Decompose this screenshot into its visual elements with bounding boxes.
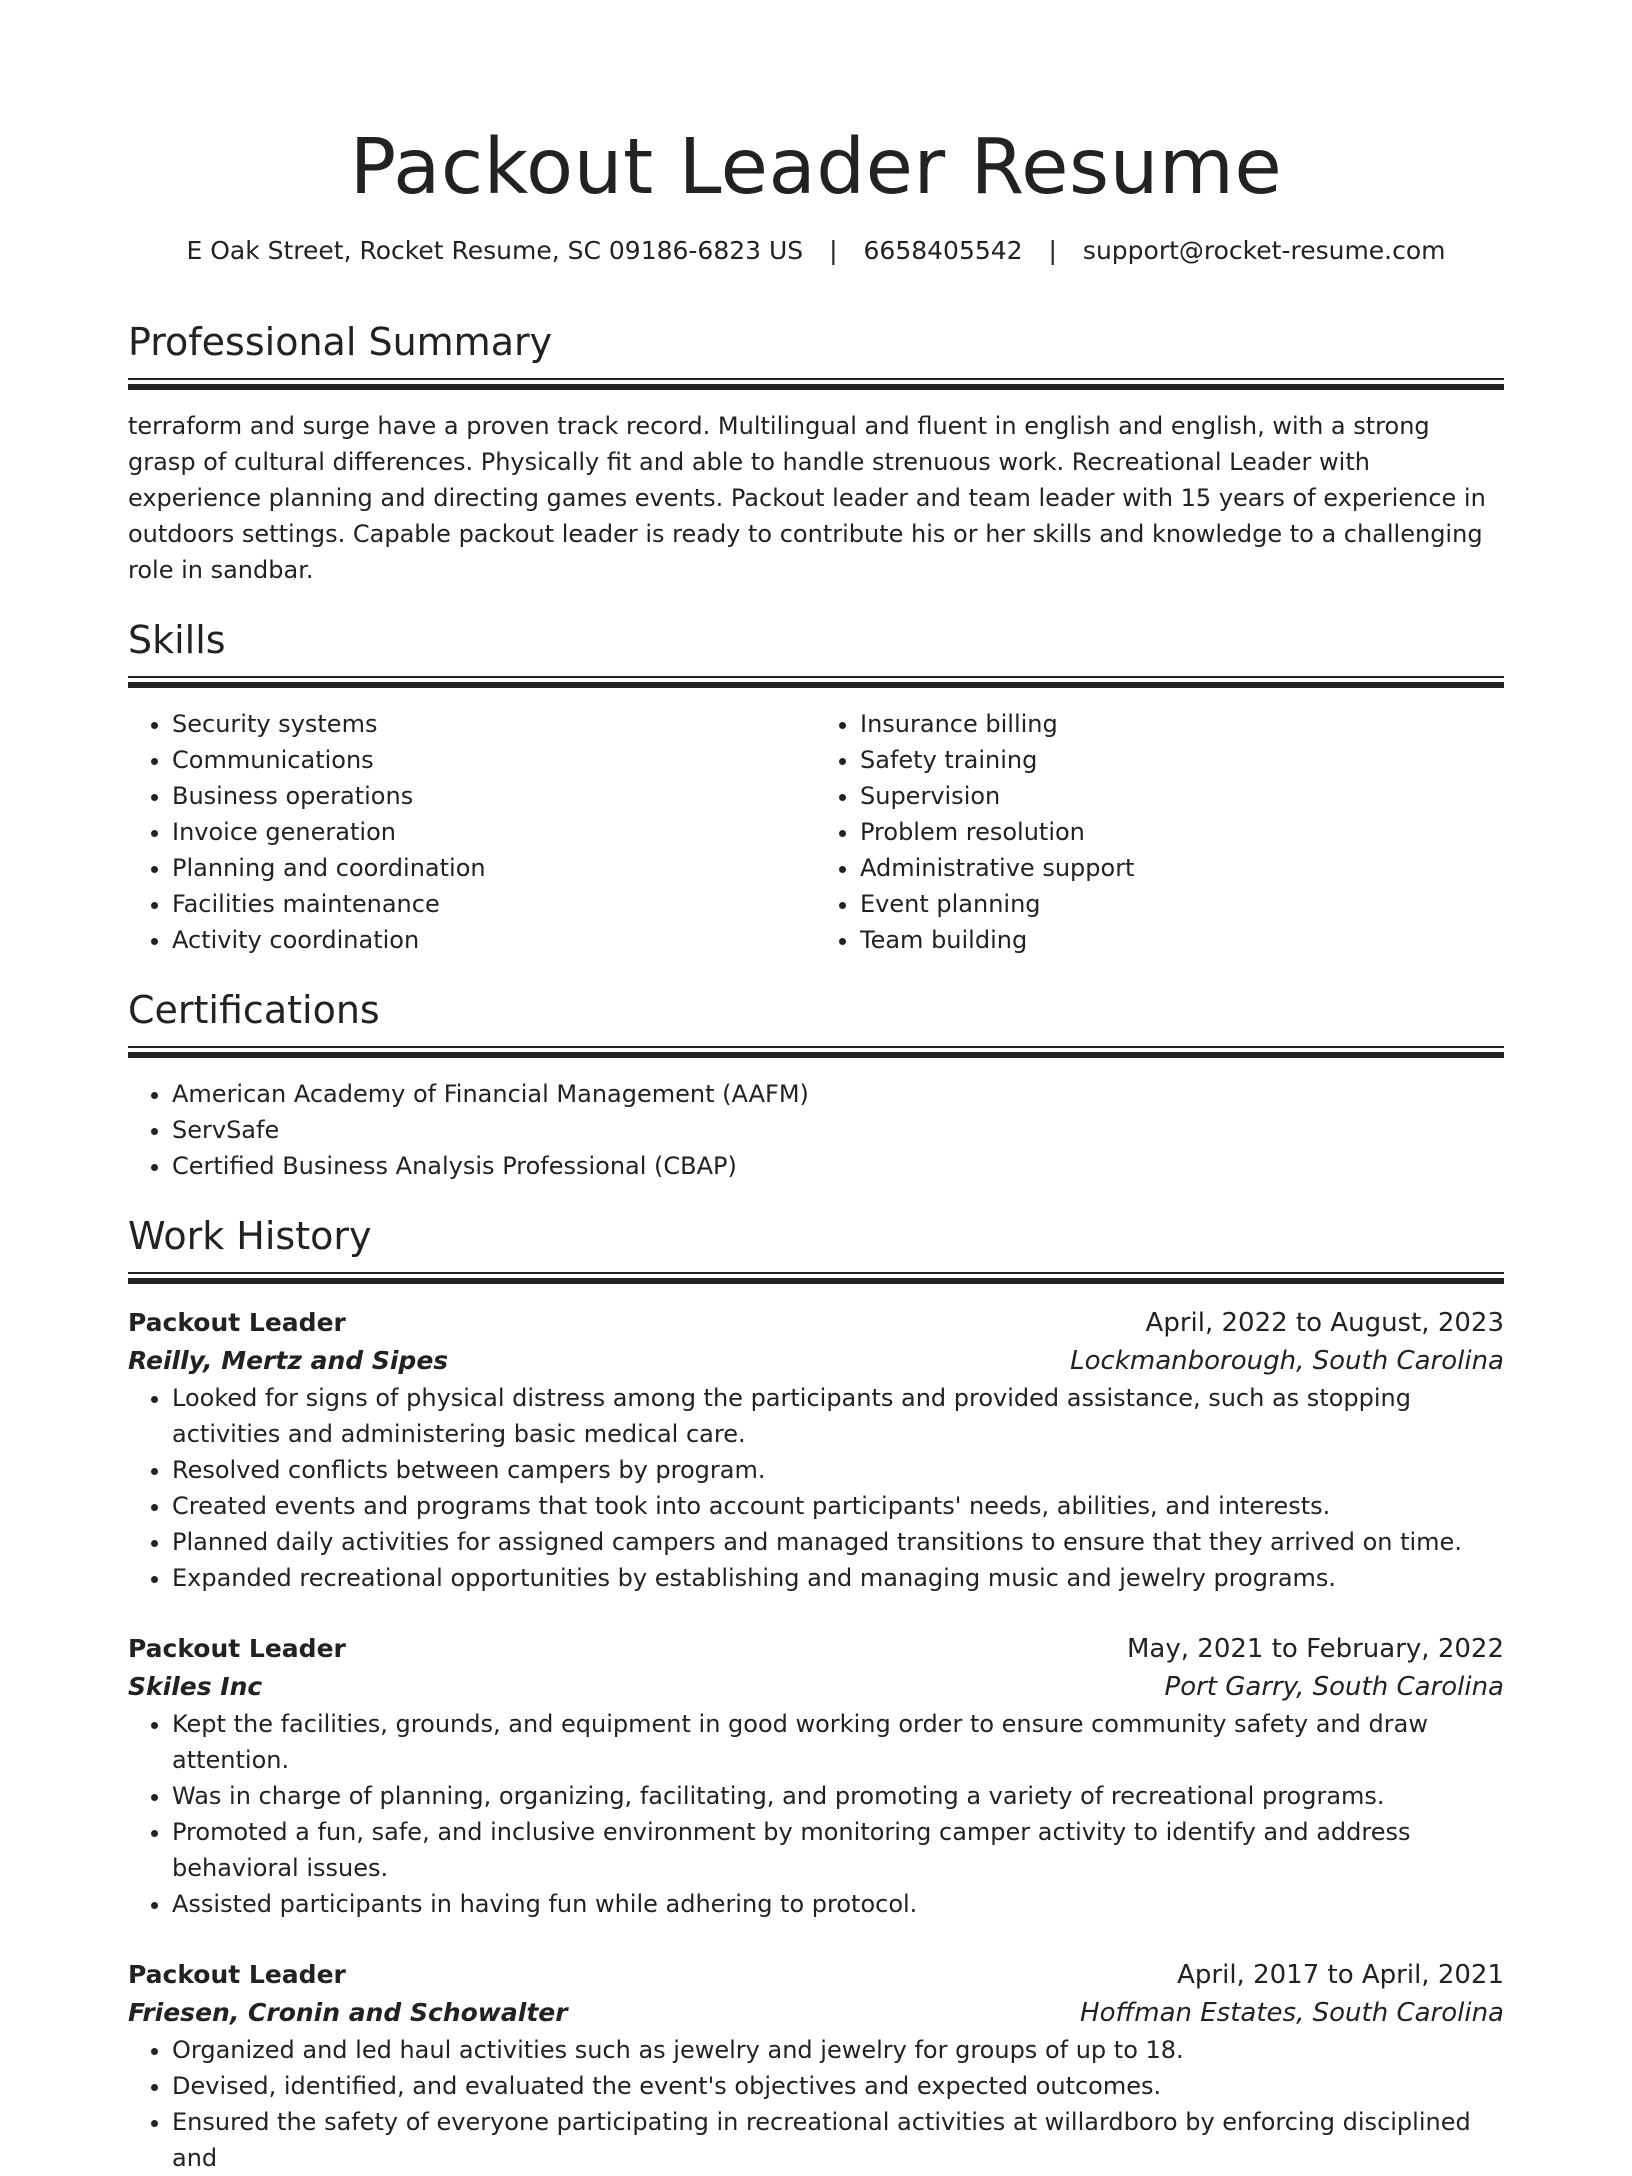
job-duty: • Looked for signs of physical distress among the participants and provided assistance, such as stopping activities and administering basic medical care. <box>172 1380 1504 1452</box>
job-location: Lockmanborough, South Carolina <box>1070 1346 1504 1376</box>
job-dates: May, 2021 to February, 2022 <box>1127 1634 1504 1664</box>
job-company-row <box>128 1994 1504 2032</box>
job-header-row <box>128 1630 1504 1668</box>
section-heading: Skills <box>128 618 226 662</box>
skill-item: • Business operations <box>172 778 816 814</box>
job-title: Packout Leader <box>128 1960 346 1989</box>
skill-item: • Security systems <box>172 706 816 742</box>
job-duty: • Resolved conflicts between campers by program. <box>172 1452 1504 1488</box>
summary-text: terraform and surge have a proven track record. Multilingual and fluent in english and english, with a strong grasp of cultural differences. Physically fit and able to handle strenuous work. Recreational Leader with experience planning and directing games events. Packout leader and team leader with 15 years of experience in outdoors settings. Capable packout leader is ready to contribute his or her skills and knowledge to a challenging role in sandbar. <box>128 412 1486 584</box>
job-company: Reilly, Mertz and Sipes <box>128 1346 449 1375</box>
section-divider <box>128 676 1504 690</box>
certification-item: • Certified Business Analysis Professional (CBAP) <box>172 1148 1504 1184</box>
job-duty: • Was in charge of planning, organizing, facilitating, and promoting a variety of recreational programs. <box>172 1778 1504 1814</box>
section-divider <box>128 1046 1504 1060</box>
skills-list-left <box>128 706 816 958</box>
section-divider <box>128 1272 1504 1286</box>
skill-item: • Supervision <box>860 778 1504 814</box>
skill-item: • Event planning <box>860 886 1504 922</box>
skill-item: • Facilities maintenance <box>172 886 816 922</box>
resume-page <box>128 0 1504 2176</box>
job-header-row <box>128 1304 1504 1342</box>
job-header-row <box>128 1956 1504 1994</box>
job-duty: • Expanded recreational opportunities by establishing and managing music and jewelry programs. <box>172 1560 1504 1596</box>
job-title: Packout Leader <box>128 1308 346 1337</box>
address-text: E Oak Street, Rocket Resume, SC 09186-6823 US <box>186 236 804 265</box>
job-duties-list <box>128 2032 1504 2176</box>
job-duty: • Ensured the safety of everyone participating in recreational activities at willardboro by enforcing disciplined and <box>172 2104 1504 2176</box>
job-duty: • Kept the facilities, grounds, and equipment in good working order to ensure community safety and draw attention. <box>172 1706 1504 1778</box>
skill-item: • Communications <box>172 742 816 778</box>
job-title: Packout Leader <box>128 1634 346 1663</box>
section-heading: Professional Summary <box>128 320 553 364</box>
skills-section <box>128 616 1504 958</box>
skill-item: • Team building <box>860 922 1504 958</box>
job-entry <box>128 1304 1504 1596</box>
section-heading: Certifications <box>128 988 380 1032</box>
contact-line <box>128 234 1504 268</box>
job-company-row <box>128 1342 1504 1380</box>
job-dates: April, 2017 to April, 2021 <box>1177 1960 1504 1990</box>
certifications-section <box>128 986 1504 1184</box>
skills-list-right <box>816 706 1504 958</box>
job-entry <box>128 1956 1504 2176</box>
email-link[interactable]: support@rocket-resume.com <box>1082 236 1446 265</box>
phone-text: 6658405542 <box>863 236 1023 265</box>
job-duties-list <box>128 1380 1504 1596</box>
contact-separator: | <box>829 236 838 265</box>
skill-item: • Administrative support <box>860 850 1504 886</box>
job-duty: • Organized and led haul activities such as jewelry and jewelry for groups of up to 18. <box>172 2032 1504 2068</box>
skill-item: • Invoice generation <box>172 814 816 850</box>
job-duties-list <box>128 1706 1504 1922</box>
skill-item: • Safety training <box>860 742 1504 778</box>
section-divider <box>128 378 1504 392</box>
job-duty: • Devised, identified, and evaluated the event's objectives and expected outcomes. <box>172 2068 1504 2104</box>
job-entry <box>128 1630 1504 1922</box>
job-duty: • Planned daily activities for assigned campers and managed transitions to ensure that they arrived on time. <box>172 1524 1504 1560</box>
skill-item: • Problem resolution <box>860 814 1504 850</box>
job-location: Port Garry, South Carolina <box>1164 1672 1504 1702</box>
summary-section <box>128 318 1504 588</box>
job-company: Skiles Inc <box>128 1672 263 1701</box>
skills-grid <box>128 706 1504 958</box>
certification-item: • American Academy of Financial Management (AAFM) <box>172 1076 1504 1112</box>
skill-item: • Insurance billing <box>860 706 1504 742</box>
job-duty: • Created events and programs that took into account participants' needs, abilities, and interests. <box>172 1488 1504 1524</box>
section-heading: Work History <box>128 1214 372 1258</box>
job-location: Hoffman Estates, South Carolina <box>1080 1998 1504 2028</box>
certification-item: • ServSafe <box>172 1112 1504 1148</box>
job-duty: • Promoted a fun, safe, and inclusive environment by monitoring camper activity to identify and address behavioral issues. <box>172 1814 1504 1886</box>
skill-item: • Planning and coordination <box>172 850 816 886</box>
job-company: Friesen, Cronin and Schowalter <box>128 1998 568 2027</box>
skill-item: • Activity coordination <box>172 922 816 958</box>
contact-separator: | <box>1048 236 1057 265</box>
work-history-section <box>128 1212 1504 2176</box>
job-company-row <box>128 1668 1504 1706</box>
job-dates: April, 2022 to August, 2023 <box>1145 1308 1504 1338</box>
page-title: Packout Leader Resume <box>349 123 1283 212</box>
job-duty: • Assisted participants in having fun while adhering to protocol. <box>172 1886 1504 1922</box>
certifications-list <box>128 1076 1504 1184</box>
